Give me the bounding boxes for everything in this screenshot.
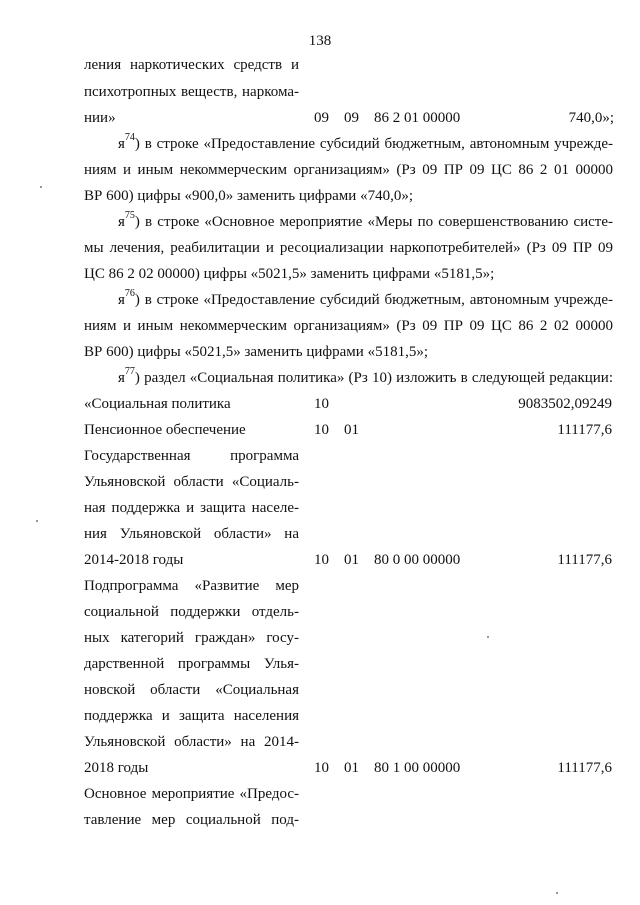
rz-code: 10 <box>314 552 329 568</box>
rz-code: 09 <box>314 110 329 126</box>
pr-code: 09 <box>344 110 359 126</box>
rz-code: 10 <box>314 422 329 438</box>
row-label-line: ления наркотических средств и <box>84 57 299 73</box>
row-label-line: ния Ульяновской области» на <box>84 526 299 542</box>
item-text: ) раздел «Социальная политика» (Рз 10) изложить в следующей редакции: <box>134 370 613 386</box>
row-label-line: нии» <box>84 110 116 126</box>
row-label-line: психотропных веществ, наркома- <box>84 84 299 100</box>
scan-speck <box>556 892 558 894</box>
item-letter: я <box>118 370 125 386</box>
row-label-line: социальной поддержки отдель- <box>84 604 299 620</box>
row-label-line: Государственная программа <box>84 448 299 464</box>
row-label-line: тавление мер социальной под- <box>84 812 299 828</box>
row-label-line: Ульяновской области» на 2014- <box>84 734 299 750</box>
item-text: ) в строке «Основное мероприятие «Меры по совершенствованию систе- <box>134 214 613 230</box>
row-label-line: Основное мероприятие «Предос- <box>84 786 299 802</box>
rz-code: 10 <box>314 396 329 412</box>
item-superscript: 77 <box>124 366 135 377</box>
paragraph-line: ниям и иным некоммерческим организациям» (Рз 09 ПР 09 ЦС 86 2 01 00000 <box>84 162 613 178</box>
cs-code: 86 2 01 00000 <box>374 110 461 126</box>
row-label-line: Ульяновской области «Социаль- <box>84 474 299 490</box>
paragraph-line: ЦС 86 2 02 00000) цифры «5021,5» заменить цифрами «5181,5»; <box>84 266 495 282</box>
row-label-line: 2018 годы <box>84 760 149 776</box>
item-letter: я <box>118 136 125 152</box>
paragraph-line: мы лечения, реабилитации и ресоциализации наркопотребителей» (Рз 09 ПР 09 <box>84 240 613 256</box>
row-label-line: новской области «Социальная <box>84 682 299 698</box>
item-superscript: 74 <box>124 132 135 143</box>
row-label-line: поддержка и защита населения <box>84 708 299 724</box>
amount-value: 740,0»; <box>568 110 614 126</box>
row-label-line: 2014-2018 годы <box>84 552 184 568</box>
item-letter: я <box>118 214 125 230</box>
paragraph-line <box>118 210 613 231</box>
row-label-line: Подпрограмма «Развитие мер <box>84 578 299 594</box>
scan-speck <box>36 520 38 522</box>
paragraph-line: ВР 600) цифры «5021,5» заменить цифрами «5181,5»; <box>84 344 428 360</box>
row-label-line: Пенсионное обеспечение <box>84 422 246 438</box>
paragraph-line: ниям и иным некоммерческим организациям» (Рз 09 ПР 09 ЦС 86 2 02 00000 <box>84 318 613 334</box>
item-letter: я <box>118 292 125 308</box>
amount-value: 111177,6 <box>557 552 612 568</box>
scan-speck <box>487 636 489 638</box>
paragraph-line <box>118 132 613 153</box>
amount-value: 9083502,09249 <box>518 396 612 412</box>
item-superscript: 76 <box>124 288 135 299</box>
pr-code: 01 <box>344 422 359 438</box>
row-label-line: «Социальная политика <box>84 396 231 412</box>
page-number: 138 <box>308 33 332 49</box>
item-superscript: 75 <box>124 210 135 221</box>
cs-code: 80 0 00 00000 <box>374 552 461 568</box>
amount-value: 111177,6 <box>557 422 612 438</box>
item-text: ) в строке «Предоставление субсидий бюджетным, автономным учрежде- <box>134 136 613 152</box>
amount-value: 111177,6 <box>557 760 612 776</box>
paragraph-line: ВР 600) цифры «900,0» заменить цифрами «740,0»; <box>84 188 413 204</box>
scan-speck <box>40 186 42 188</box>
cs-code: 80 1 00 00000 <box>374 760 461 776</box>
pr-code: 01 <box>344 552 359 568</box>
row-label-line: ная поддержка и защита населе- <box>84 500 299 516</box>
pr-code: 01 <box>344 760 359 776</box>
rz-code: 10 <box>314 760 329 776</box>
item-text: ) в строке «Предоставление субсидий бюджетным, автономным учрежде- <box>134 292 613 308</box>
row-label-line: ных категорий граждан» госу- <box>84 630 299 646</box>
row-label-line: дарственной программы Улья- <box>84 656 299 672</box>
paragraph-line <box>118 288 613 309</box>
paragraph-line <box>118 366 613 387</box>
